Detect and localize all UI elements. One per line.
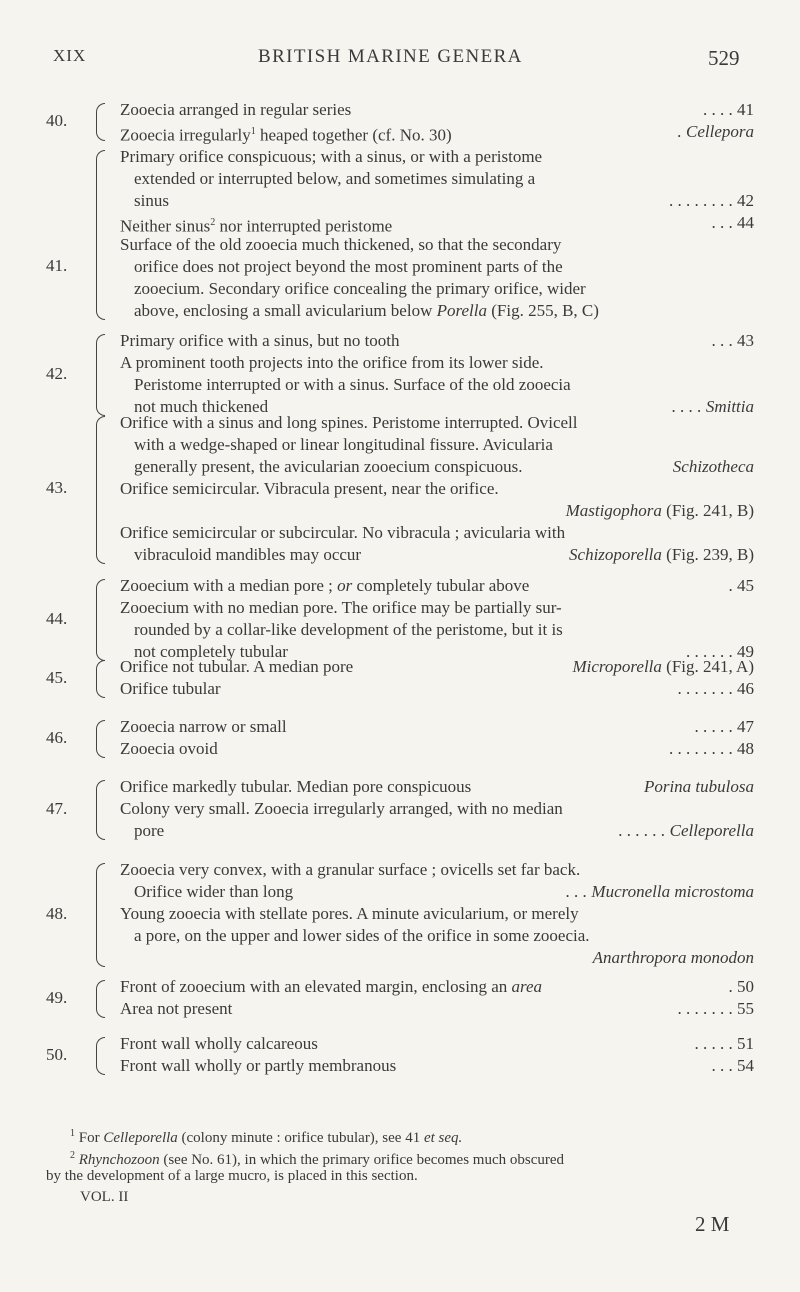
key-line: Orifice semicircular. Vibracula present, near the orifice.: [120, 479, 499, 498]
brace: [96, 863, 105, 967]
key-line: vibraculoid mandibles may occur Schizoporella (Fig. 239, B): [134, 545, 754, 564]
key-line: a pore, on the upper and lower sides of the orifice in some zooecia.: [134, 926, 590, 945]
entry-number: 45.: [46, 668, 68, 687]
entry-number: 46.: [46, 728, 68, 747]
key-line: extended or interrupted below, and sometimes simulating a: [134, 169, 536, 188]
key-line: Young zooecia with stellate pores. A minute avicularium, or merely: [120, 904, 579, 923]
key-line: A prominent tooth projects into the orifice from its lower side.: [120, 353, 544, 372]
key-line: Orifice not tubular. A median pore Microporella (Fig. 241, A): [120, 657, 754, 676]
key-line: Area not present . . . . . . . 55: [120, 999, 754, 1018]
key-line: Orifice markedly tubular. Median pore conspicuous Porina tubulosa: [120, 777, 754, 796]
entry-number: 43.: [46, 478, 68, 497]
key-line: Primary orifice conspicuous; with a sinus, or with a peristome: [120, 147, 543, 166]
running-header: [0, 46, 800, 76]
entry-number: 40.: [46, 111, 68, 130]
key-line: not much thickened . . . . Smittia: [134, 397, 754, 416]
key-line: Peristome interrupted or with a sinus. Surface of the old zooecia: [134, 375, 571, 394]
footnote-2: $^2$ Rhynchozoon (see No. 61), in which the primary orifice becomes much obscured: [70, 1150, 565, 1168]
brace: [96, 720, 105, 758]
key-line: rounded by a collar-like development of the peristome, but it is: [134, 620, 563, 639]
key-line: Zooecium with a median pore ; or completely tubular above . 45: [120, 576, 754, 595]
key-line: pore . . . . . . Celleporella: [134, 821, 754, 840]
key-line: Surface of the old zooecia much thickened, so that the secondary: [120, 235, 562, 254]
running-title: BRITISH MARINE GENERA: [258, 46, 523, 67]
entry-number: 41.: [46, 256, 68, 275]
volume-label: VOL. II: [80, 1189, 129, 1205]
key-line: with a wedge-shaped or linear longitudinal fissure. Avicularia: [134, 435, 553, 454]
key-line: orifice does not project beyond the most prominent parts of the: [134, 257, 563, 276]
key-line: Orifice with a sinus and long spines. Peristome interrupted. Ovicell: [120, 413, 578, 432]
key-line: Zooecium with no median pore. The orifice may be partially sur-: [120, 598, 562, 617]
page-number: 529: [708, 46, 740, 70]
key-line: Orifice wider than long . . . Mucronella microstoma: [134, 882, 754, 901]
entry-number: 50.: [46, 1045, 68, 1064]
key-line: Orifice tubular . . . . . . . 46: [120, 679, 754, 698]
footnote-1: $^1$ For Celleporella (colony minute : orifice tubular), see 41 et seq.: [70, 1128, 463, 1146]
entry-number: 44.: [46, 609, 68, 628]
key-line: not completely tubular . . . . . . 49: [134, 642, 754, 661]
brace: [96, 334, 105, 416]
footnote-2-cont: by the development of a large mucro, is placed in this section.: [46, 1168, 418, 1184]
key-line: Orifice semicircular or subcircular. No vibracula ; avicularia with: [120, 523, 566, 542]
key-line: zooecium. Secondary orifice concealing the primary orifice, wider: [134, 279, 586, 298]
key-line: Front wall wholly or partly membranous . . . 54: [120, 1056, 754, 1075]
key-line: Zooecia ovoid . . . . . . . . 48: [120, 739, 754, 758]
chapter-number: XIX: [53, 46, 87, 65]
entry-number: 48.: [46, 904, 68, 923]
entry-number: 42.: [46, 364, 68, 383]
key-line: Colony very small. Zooecia irregularly arranged, with no median: [120, 799, 563, 818]
key-line: Zooecia irregularly$^1$ heaped together (cf. No. 30) . Cellepora: [120, 122, 754, 145]
key-line: Front wall wholly calcareous . . . . . 51: [120, 1034, 754, 1053]
key-line: Zooecia narrow or small . . . . . 47: [120, 717, 754, 736]
brace: [96, 780, 105, 840]
brace: [96, 1037, 105, 1075]
brace: [96, 660, 105, 698]
brace: [96, 579, 105, 661]
entry-number: 47.: [46, 799, 68, 818]
key-line: Neither sinus$^2$ nor interrupted peristome . . . 44: [120, 213, 754, 236]
brace: [96, 103, 105, 141]
key-line: Primary orifice with a sinus, but no tooth . . . 43: [120, 331, 754, 350]
entry-number: 49.: [46, 988, 68, 1007]
signature-mark: 2 M: [695, 1212, 730, 1236]
key-line: generally present, the avicularian zooecium conspicuous. Schizotheca: [134, 457, 754, 476]
brace: [96, 150, 105, 320]
key-line: Zooecia arranged in regular series . . . . 41: [120, 100, 754, 119]
key-line: Front of zooecium with an elevated margin, enclosing an area . 50: [120, 977, 754, 996]
brace: [96, 416, 105, 564]
key-line: Zooecia very convex, with a granular surface ; ovicells set far back.: [120, 860, 581, 879]
key-line: above, enclosing a small avicularium below Porella (Fig. 255, B, C): [134, 301, 599, 320]
brace: [96, 980, 105, 1018]
key-line: sinus . . . . . . . . 42: [134, 191, 754, 210]
